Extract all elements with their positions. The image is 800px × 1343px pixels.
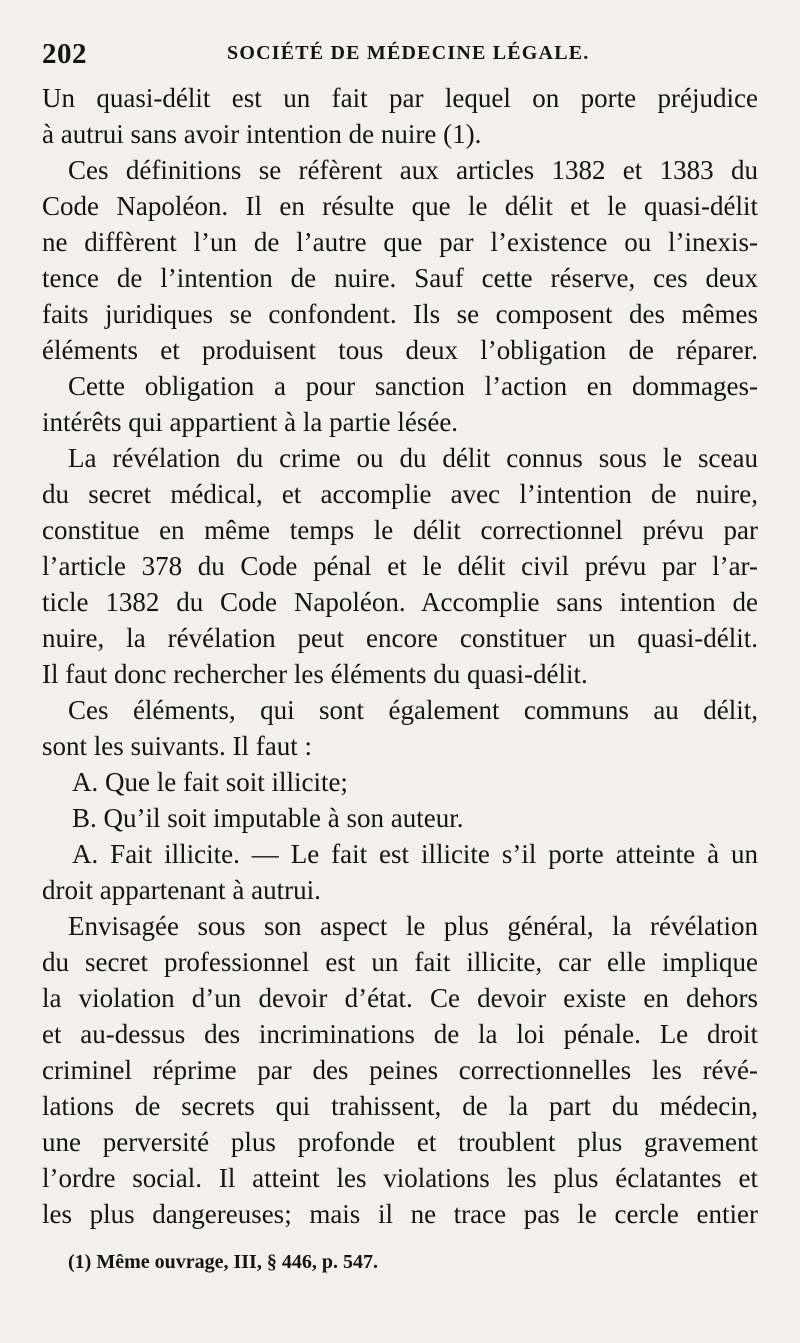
text-line: criminel réprime par des peines correctionnelles les révé- (42, 1055, 758, 1085)
text-line: une perversité plus profonde et troublent plus gravement (42, 1127, 758, 1157)
text-line: La révélation du crime ou du délit connus sous le sceau (68, 443, 758, 473)
text-line: et au-dessus des incriminations de la loi pénale. Le droit (42, 1019, 758, 1049)
text-line: intérêts qui appartient à la partie lésée. (42, 407, 459, 437)
text-line: Ces définitions se réfèrent aux articles 1382 et 1383 du (68, 155, 758, 185)
text-line: ne diffèrent l’un de l’autre que par l’existence ou l’inexis- (42, 227, 758, 257)
text-line: constitue en même temps le délit correctionnel prévu par (42, 515, 758, 545)
text-line: les plus dangereuses; mais il ne trace pas le cercle entier (42, 1199, 758, 1229)
text-line: droit appartenant à autrui. (42, 875, 321, 905)
text-line: nuire, la révélation peut encore constituer un quasi-délit. (42, 623, 758, 653)
footnote: (1) Même ouvrage, III, § 446, p. 547. (68, 1251, 378, 1273)
text-line: du secret médical, et accomplie avec l’intention de nuire, (42, 479, 758, 509)
text-line: lations de secrets qui trahissent, de la part du médecin, (42, 1091, 758, 1121)
text-line: sont les suivants. Il faut : (42, 731, 312, 761)
text-line: à autrui sans avoir intention de nuire (1). (42, 119, 482, 149)
text-line: l’ordre social. Il atteint les violations les plus éclatantes et (42, 1163, 758, 1193)
running-title: SOCIÉTÉ DE MÉDECINE LÉGALE. (227, 42, 590, 64)
page-header (42, 38, 760, 78)
text-line: Il faut donc rechercher les éléments du quasi-délit. (42, 659, 588, 689)
text-line: B. Qu’il soit imputable à son auteur. (72, 803, 464, 833)
text-line: ticle 1382 du Code Napoléon. Accomplie sans intention de (42, 587, 758, 617)
text-line: l’article 378 du Code pénal et le délit civil prévu par l’ar- (42, 551, 758, 581)
text-line: tence de l’intention de nuire. Sauf cette réserve, ces deux (42, 263, 758, 293)
text-line: Code Napoléon. Il en résulte que le délit et le quasi-délit (42, 191, 758, 221)
text-line: du secret professionnel est un fait illicite, car elle implique (42, 947, 758, 977)
text-line: A. Que le fait soit illicite; (72, 767, 348, 797)
text-line: A. Fait illicite. — Le fait est illicite s’il porte atteinte à un (72, 839, 758, 869)
text-line: faits juridiques se confondent. Ils se composent des mêmes (42, 299, 758, 329)
page-number: 202 (42, 38, 87, 70)
text-line: Ces éléments, qui sont également communs au délit, (68, 695, 758, 725)
text-line: éléments et produisent tous deux l’obligation de réparer. (42, 335, 758, 365)
text-line: Envisagée sous son aspect le plus général, la révélation (68, 911, 758, 941)
text-line: Cette obligation a pour sanction l’action en dommages- (68, 371, 758, 401)
text-line: la violation d’un devoir d’état. Ce devoir existe en dehors (42, 983, 758, 1013)
text-line: Un quasi-délit est un fait par lequel on porte préjudice (42, 83, 758, 113)
